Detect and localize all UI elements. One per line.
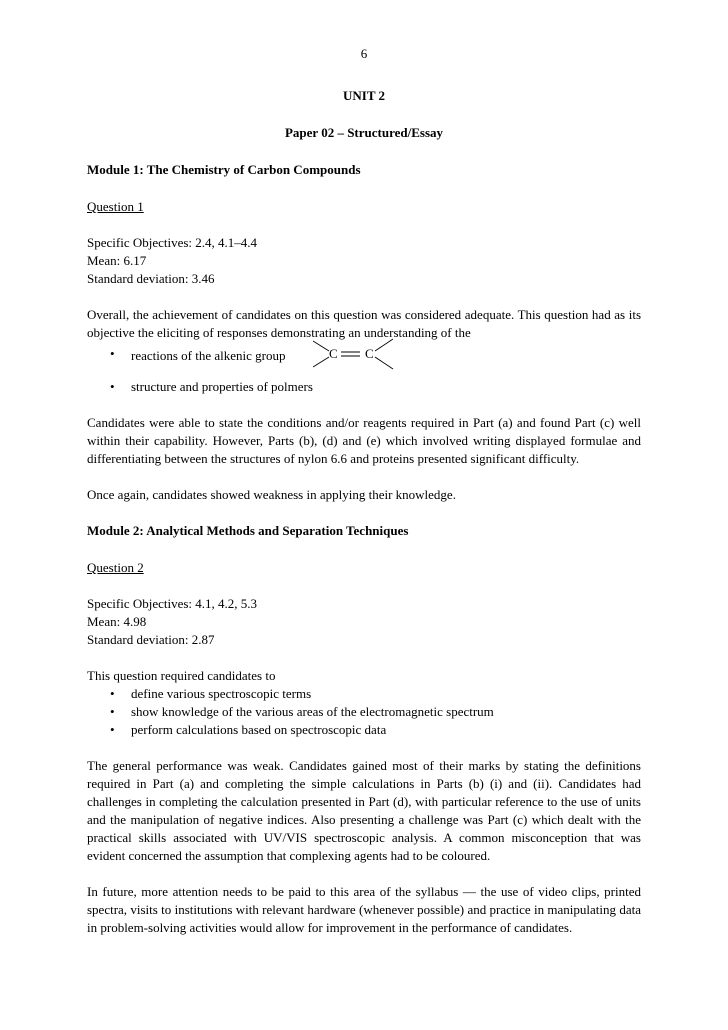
question2-mean: Mean: 4.98	[87, 614, 147, 629]
question1-intro: Overall, the achievement of candidates on this question was considered adequate. This question had as its objective the eliciting of responses demonstrating an understanding of the	[87, 307, 641, 340]
question2-paragraph-2: The general performance was weak. Candidates gained most of their marks by stating the definitions required in Part (a) and completing the simple calculations in Parts (b) (i) and (ii). Candidates had challenges in completing the calculation presented in Part (d), with particular reference to the use of units and the manipulation of negative indices. Also presenting a challenge was Part (c) which dealt with the practical skills associated with UV/VIS spectroscopic analysis. A common misconception that was evident concerned the assumption that complexing agents had to be coloured.	[87, 758, 641, 863]
bullet-icon: •	[110, 346, 115, 361]
question1-bullets	[87, 345, 641, 396]
question2-bullets	[87, 685, 641, 739]
alkene-structure-diagram	[313, 337, 413, 371]
list-item	[87, 685, 641, 703]
question2-stats	[87, 595, 641, 649]
question2-label: Question 2	[87, 560, 144, 575]
question1-mean: Mean: 6.17	[87, 253, 147, 268]
bullet-icon: •	[110, 704, 115, 719]
question2-intro: This question required candidates to	[87, 668, 276, 683]
bullet-text: reactions of the alkenic group	[131, 348, 286, 363]
question2-objectives: Specific Objectives: 4.1, 4.2, 5.3	[87, 596, 258, 611]
carbon-atom-right: C	[365, 346, 374, 361]
question1-label: Question 1	[87, 199, 144, 214]
bullet-text: show knowledge of the various areas of the electromagnetic spectrum	[131, 704, 494, 719]
page-number: 6	[360, 46, 368, 61]
list-item	[87, 378, 641, 396]
alkene-bonds-graphic	[313, 337, 413, 371]
module2-heading: Module 2: Analytical Methods and Separation Techniques	[87, 523, 409, 538]
question1-sd: Standard deviation: 3.46	[87, 271, 215, 286]
bullet-text: structure and properties of polmers	[131, 379, 313, 394]
list-item	[87, 703, 641, 721]
bullet-icon: •	[110, 379, 115, 394]
unit-title: UNIT 2	[342, 88, 386, 103]
list-item	[87, 721, 641, 739]
carbon-atom-left: C	[329, 346, 338, 361]
list-item	[87, 345, 641, 365]
module1-heading: Module 1: The Chemistry of Carbon Compounds	[87, 162, 361, 177]
question1-stats	[87, 234, 641, 288]
bullet-icon: •	[110, 722, 115, 737]
document-body	[87, 87, 641, 955]
question2-sd: Standard deviation: 2.87	[87, 632, 215, 647]
bullet-text: define various spectroscopic terms	[131, 686, 312, 701]
paper-title: Paper 02 – Structured/Essay	[284, 125, 444, 140]
bullet-text: perform calculations based on spectroscopic data	[131, 722, 387, 737]
question2-paragraph-3: In future, more attention needs to be paid to this area of the syllabus — the use of video clips, printed spectra, visits to institutions with relevant hardware (whenever possible) and practice in manipulating data in problem-solving activities would allow for improvement in the performance of candidates.	[87, 884, 641, 935]
bullet-icon: •	[110, 686, 115, 701]
question1-paragraph-3: Once again, candidates showed weakness in applying their knowledge.	[87, 487, 456, 502]
question1-objectives: Specific Objectives: 2.4, 4.1–4.4	[87, 235, 258, 250]
question1-paragraph-2: Candidates were able to state the conditions and/or reagents required in Part (a) and found Part (c) well within their capability. However, Parts (b), (d) and (e) which involved writing displayed formulae and differentiating between the structures of nylon 6.6 and proteins presented significant difficulty.	[87, 415, 641, 466]
